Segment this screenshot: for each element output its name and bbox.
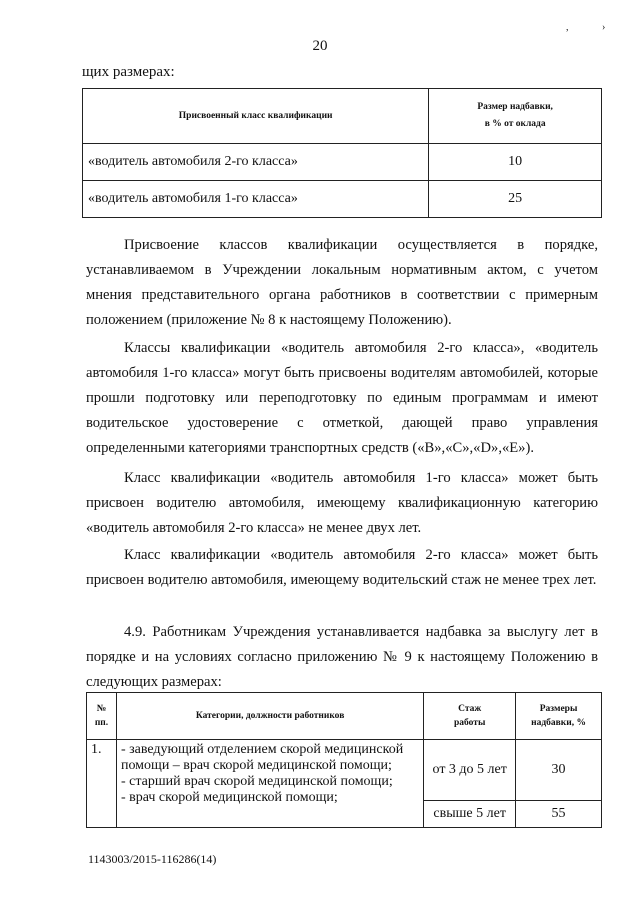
- header-line: Стаж: [458, 704, 482, 714]
- value-cell: 10: [429, 144, 602, 181]
- paragraph: Присвоение классов квалификации осуществляется в порядке, устанавливаемом в Учреждении локальным нормативным актом, с учетом мнения представительного органа работников в соответствии с примерным положением (приложение № 8 к настоящему Положению).: [86, 237, 598, 328]
- class-cell: «водитель автомобиля 2-го класса»: [83, 144, 429, 181]
- table-row: [87, 740, 602, 801]
- header-line: №: [96, 704, 107, 714]
- header-line: Размер надбавки,: [477, 102, 553, 112]
- corner-mark: ,: [566, 22, 569, 33]
- experience-cell: от 3 до 5 лет: [424, 740, 516, 801]
- category-item: - врач скорой медицинской помощи;: [120, 790, 338, 805]
- header-line: в % от оклада: [484, 119, 546, 129]
- header-line: Размеры: [539, 704, 578, 714]
- value-cell: 25: [429, 181, 602, 218]
- column-header-class: Присвоенный класс квалификации: [83, 89, 429, 144]
- column-header-size: [516, 693, 602, 740]
- intro-text: щих размерах:: [82, 64, 175, 80]
- table-row: [83, 144, 602, 181]
- column-header-category: Категории, должности работников: [116, 693, 423, 740]
- page-number: 20: [312, 38, 328, 54]
- header-line: работы: [454, 718, 486, 728]
- paragraph: Классы квалификации «водитель автомобиля 2-го класса», «водитель автомобиля 1-го класса» могут быть присвоены водителям автомобилей, которые прошли подготовку или переподготовку по единым программам и имеют водительское удостоверение с отметкой, дающей право управления определенными категориями транспортных средств («B»,«C»,«D»,«E»).: [86, 340, 598, 456]
- corner-mark: ›: [602, 22, 606, 33]
- seniority-bonus-table: [86, 692, 602, 828]
- qualification-class-table: [82, 88, 602, 218]
- experience-cell: свыше 5 лет: [424, 801, 516, 828]
- header-line: надбавки, %: [531, 718, 586, 728]
- column-header-experience: [424, 693, 516, 740]
- table-header-row: [83, 89, 602, 144]
- class-cell: «водитель автомобиля 1-го класса»: [83, 181, 429, 218]
- document-code: 1143003/2015-116286(14): [88, 852, 217, 866]
- category-item: - старший врач скорой медицинской помощи;: [120, 774, 393, 789]
- paragraph: Класс квалификации «водитель автомобиля 2-го класса» может быть присвоен водителю автомобиля, имеющему водительский стаж не менее трех лет.: [86, 547, 598, 588]
- header-line: пп.: [94, 718, 109, 728]
- category-cell: [116, 740, 423, 828]
- size-cell: 30: [516, 740, 602, 801]
- paragraph: 4.9. Работникам Учреждения устанавливается надбавка за выслугу лет в порядке и на условиях согласно приложению № 9 к настоящему Положению в следующих размерах:: [86, 624, 598, 690]
- column-header-number: [87, 693, 117, 740]
- size-cell: 55: [516, 801, 602, 828]
- paragraph: Класс квалификации «водитель автомобиля 1-го класса» может быть присвоен водителю автомобиля, имеющему квалификационную категорию «водитель автомобиля 2-го класса» не менее двух лет.: [86, 470, 598, 536]
- row-number: 1.: [87, 740, 117, 828]
- category-item: - заведующий отделением скорой медицинской помощи – врач скорой медицинской помощи;: [120, 742, 404, 773]
- table-header-row: [87, 693, 602, 740]
- column-header-size: [429, 89, 602, 144]
- table-row: [83, 181, 602, 218]
